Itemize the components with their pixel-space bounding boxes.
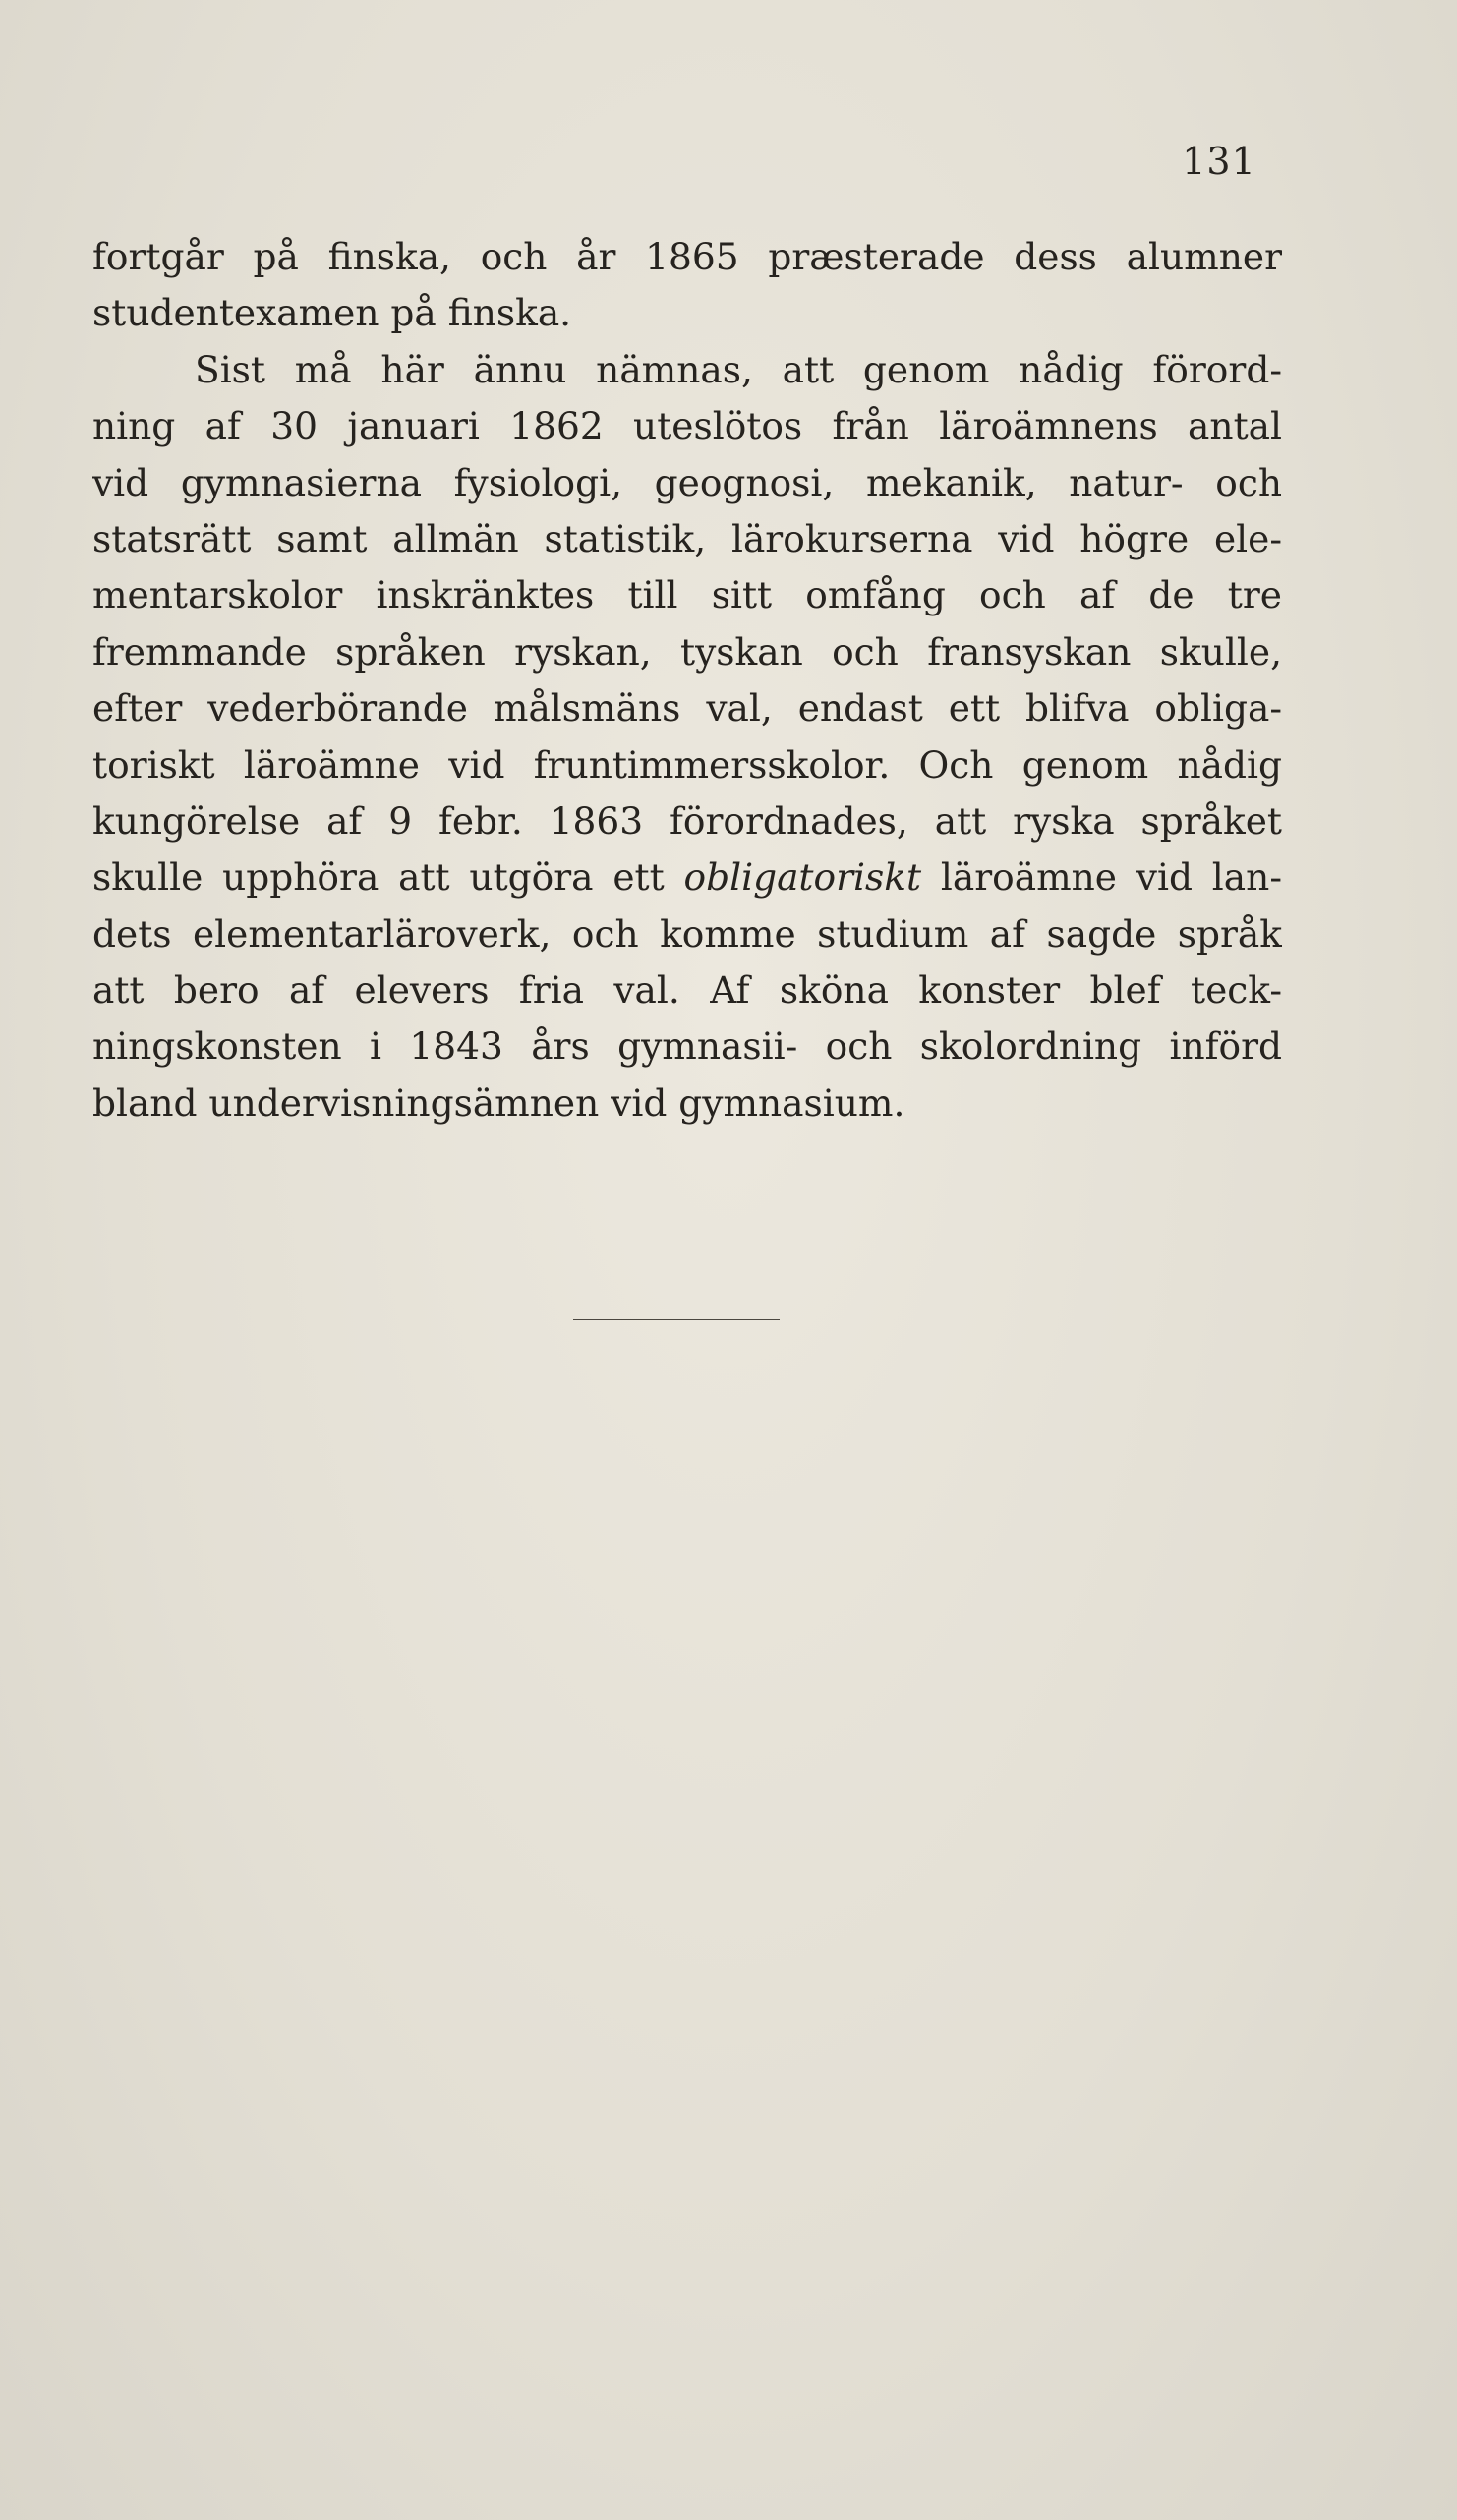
text-fragment: skulle upphöra att utgöra ett: [92, 855, 684, 900]
text-line-with-emphasis: [92, 850, 1282, 906]
page-number: 131: [1182, 140, 1256, 183]
text-fragment: läroämne vid lan-: [921, 855, 1282, 900]
text-line: kungörelse af 9 febr. 1863 förordnades, att ryska språket: [92, 798, 1282, 843]
text-line: efter vederbörande målsmäns val, endast ett blifva obliga-: [92, 686, 1282, 731]
text-line: statsrätt samt allmän statistik, lärokurserna vid högre ele-: [92, 516, 1282, 560]
text-line: vid gymnasierna fysiologi, geognosi, mekanik, natur- och: [92, 460, 1282, 504]
text-line: studentexamen på finska.: [92, 291, 572, 335]
section-divider: [573, 1319, 780, 1320]
text-line: fremmande språken ryskan, tyskan och fransyskan skulle,: [92, 629, 1282, 674]
text-line: att bero af elevers fria val. Af sköna konster blef teck-: [92, 968, 1282, 1013]
body-text: [92, 229, 1282, 1132]
text-line: Sist må här ännu nämnas, att genom nådig förord-: [195, 347, 1282, 391]
emphasized-word: obligatoriskt: [683, 855, 922, 900]
text-line: ning af 30 januari 1862 uteslötos från läroämnens antal: [92, 404, 1282, 448]
text-line: toriskt läroämne vid fruntimmersskolor. Och genom nådig: [92, 742, 1282, 787]
text-line: mentarskolor inskränktes till sitt omfång och af de tre: [92, 573, 1282, 617]
text-line: bland undervisningsämnen vid gymnasium.: [92, 1081, 905, 1125]
text-line: ningskonsten i 1843 års gymnasii- och skolordning införd: [92, 1025, 1282, 1069]
text-line: dets elementarläroverk, och komme studium af sagde språk: [92, 911, 1282, 956]
text-line: fortgår på finska, och år 1865 præsterade dess alumner: [92, 235, 1282, 278]
